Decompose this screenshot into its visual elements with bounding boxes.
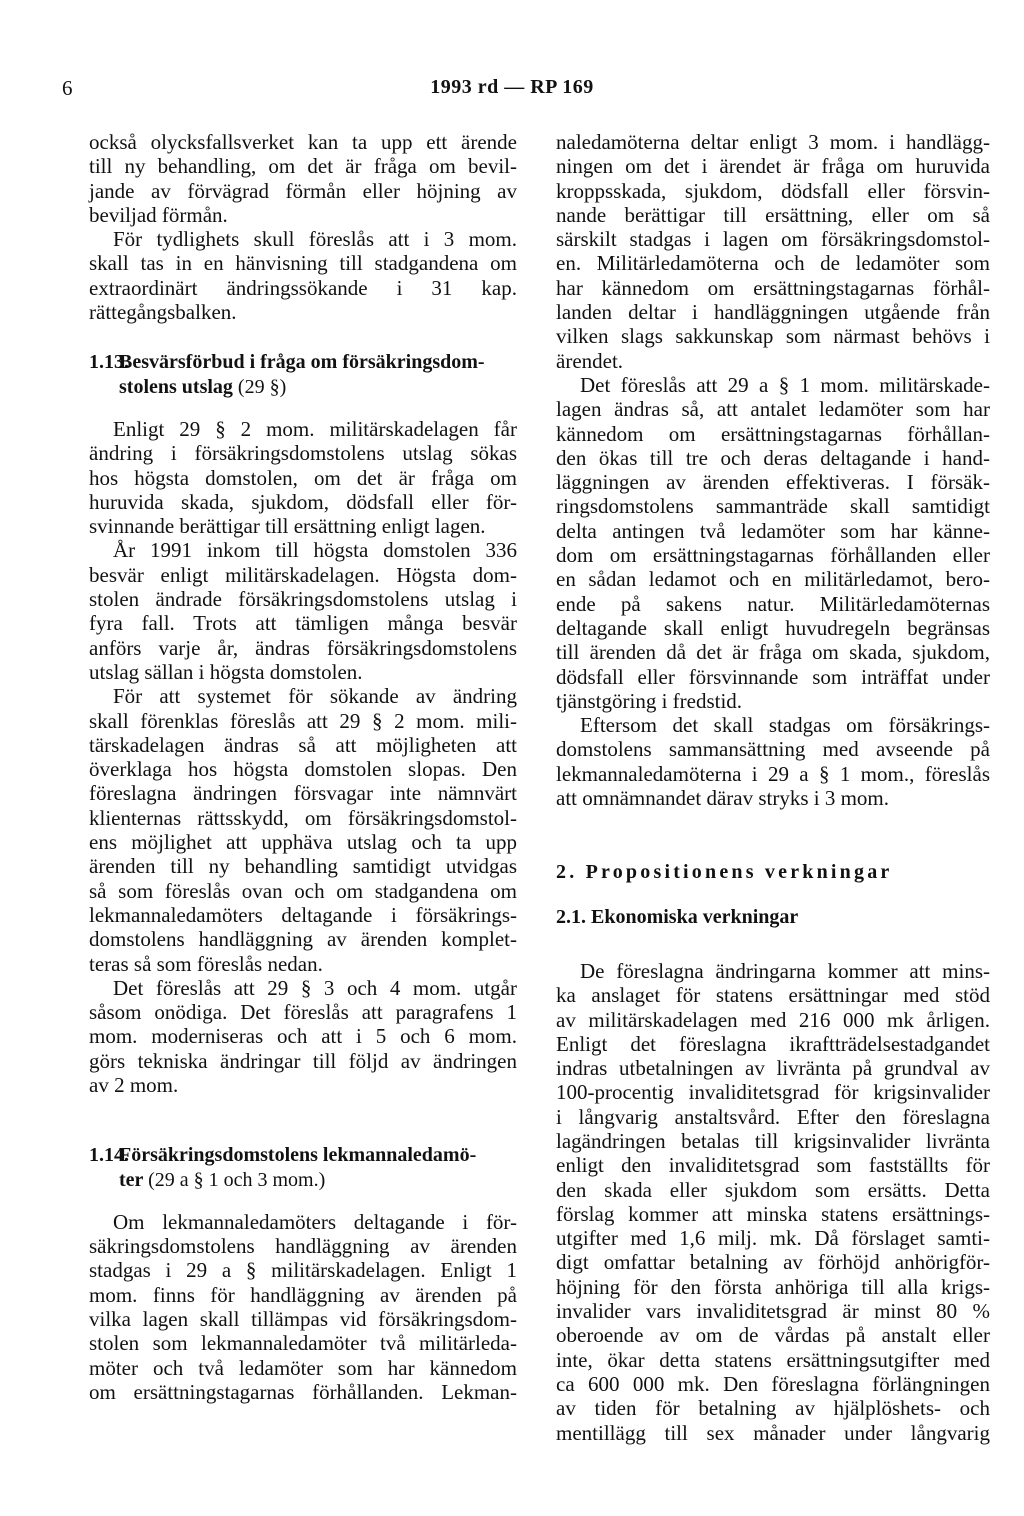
text-line: vilken slags sakkunskap som närmast behövs i — [556, 324, 990, 349]
text-line: vilka lagen skall tillämpas vid försäkringsdom- — [89, 1307, 517, 1332]
text-line: av 2 mom. — [89, 1072, 179, 1097]
text-line: Enligt det föreslagna ikraftträdelsestadgandet — [556, 1031, 990, 1056]
text-line: mom. moderniseras och att i 5 och 6 mom. — [89, 1024, 517, 1049]
text-line: År 1991 inkom till högsta domstolen 336 — [113, 538, 517, 563]
text-line: till ny behandling, om det är fråga om bevil- — [89, 154, 517, 179]
text-line: enligt den invaliditetsgrad som fastställts för — [556, 1153, 990, 1178]
text-line: att omnämnandet därav stryks i 3 mom. — [556, 786, 890, 811]
text-line: stolen som lekmannaledamöter två militärleda- — [89, 1331, 517, 1356]
section-heading-1-13 — [89, 350, 517, 399]
text-line: tjänstgöring i fredstid. — [556, 688, 743, 713]
text-line: ende på sakens natur. Militärledamöternas — [556, 591, 990, 616]
text-line: görs tekniska ändringar till följd av ändringen — [89, 1048, 517, 1073]
text-line: möter och två ledamöter som har kännedom — [89, 1355, 517, 1380]
paragraph — [89, 227, 517, 324]
page-header — [0, 76, 1024, 106]
text-line: deltagande skall enligt huvudregeln begränsas — [556, 615, 990, 640]
text-line: dom om ersättningstagarnas förhållanden eller — [556, 543, 990, 568]
text-line: anförs varje år, ändras försäkringsdomstolens — [89, 635, 517, 660]
text-line: föreslagna ändringen försvagar inte nämnvärt — [89, 781, 517, 806]
paragraph — [556, 713, 990, 810]
text-line: De föreslagna ändringarna kommer att mins- — [580, 958, 990, 983]
left-column — [89, 130, 517, 1404]
text-line: ca 600 000 mk. Den föreslagna förlängningen — [556, 1371, 990, 1396]
paragraph — [89, 1210, 517, 1404]
text-line: av tiden för betalning av hjälplöshets- och — [556, 1396, 990, 1421]
text-line: För att systemet för sökande av ändring — [113, 684, 517, 709]
text-line: av militärskadelagen med 216 000 mk årligen. — [556, 1007, 990, 1032]
text-line: överklaga hos högsta domstolen slopas. Den — [89, 757, 517, 782]
text-line: lagen ändras så, att antalet ledamöter som har — [556, 397, 990, 422]
text-line: utgifter med 1,6 milj. mk. Då förslaget samti- — [556, 1226, 990, 1251]
paragraph — [556, 373, 990, 713]
text-line: stolen ändrade försäkringsdomstolens utslag i — [89, 587, 517, 612]
heading-number: 1.14. — [89, 1144, 129, 1167]
text-line: ringsdomstolens sammanträde skall samtidigt — [556, 494, 990, 519]
text-line: om ersättningstagarnas förhållanden. Lekman- — [89, 1379, 517, 1404]
text-line: tärskadelagen ändras så att möjligheten att — [89, 732, 517, 757]
text-line: hos högsta domstolen, om det är fråga om — [89, 465, 517, 490]
text-line: lagändringen betalas till krigsinvalider livränta — [556, 1128, 990, 1153]
text-line: kroppsskada, sjukdom, dödsfall eller försvin- — [556, 178, 990, 203]
text-line: utslag sällan i högsta domstolen. — [89, 659, 363, 684]
heading-text: stolens utslag — [119, 375, 233, 398]
text-line: stadgas i 29 a § militärskadelagen. Enligt 1 — [89, 1258, 517, 1283]
text-line: domstolens sammansättning med avseende på — [556, 737, 990, 762]
text-line: har kännedom om ersättningstagarnas förhål- — [556, 275, 990, 300]
heading-text: Försäkringsdomstolens lekmannaledamö- — [119, 1144, 477, 1167]
paragraph — [89, 976, 517, 1097]
text-line: kännedom om ersättningstagarnas förhållan- — [556, 421, 990, 446]
text-line: en sådan ledamot och en militärledamot, bero- — [556, 567, 990, 592]
text-line: skall tas in en hänvisning till stadgandena om — [89, 251, 517, 276]
text-line: Det föreslås att 29 § 3 och 4 mom. utgår — [113, 975, 517, 1000]
text-line: digt omfattar betalning av förhöjd anhörigför- — [556, 1250, 990, 1275]
text-line: en. Militärledamöterna och de ledamöter som — [556, 251, 990, 276]
text-line: nande berättigar till ersättning, eller om så — [556, 202, 990, 227]
text-line: huruvida skada, sjukdom, dödsfall eller för- — [89, 489, 517, 514]
paragraph — [89, 538, 517, 684]
paragraph — [89, 417, 517, 538]
section-heading-2-1: 2.1. Ekonomiska verkningar — [556, 905, 799, 928]
text-line: ändring i försäkringsdomstolens utslag sökas — [89, 441, 517, 466]
text-line: För tydlighets skull föreslås att i 3 mom. — [113, 227, 517, 252]
text-line: besvär enligt militärskadelagen. Högsta dom- — [89, 562, 517, 587]
text-line: läggningen av ärenden effektiveras. I försäk- — [556, 470, 990, 495]
text-line: inte, ökar detta statens ersättningsutgifter med — [556, 1347, 990, 1372]
text-line: beviljad förmån. — [89, 202, 228, 227]
text-line: jande av förvägrad förmån eller höjning av — [89, 178, 517, 203]
text-line: så som föreslås ovan och om stadgandena om — [89, 878, 517, 903]
page-number: 6 — [62, 76, 73, 100]
text-line: 100-procentig invaliditetsgrad för krigsinvalider — [556, 1080, 990, 1105]
text-line: extraordinärt ändringssökande i 31 kap. — [89, 275, 517, 300]
section-heading-1-14 — [89, 1143, 517, 1192]
paragraph — [556, 959, 990, 1445]
heading-number: 1.13. — [89, 351, 129, 374]
text-line: lekmannaledamöterna i 29 a § 1 mom., föreslås — [556, 761, 990, 786]
text-line: Det föreslås att 29 a § 1 mom. militärskade- — [580, 372, 990, 397]
text-line: ens möjlighet att upphäva utslag och ta upp — [89, 830, 517, 855]
paragraph — [89, 684, 517, 976]
chapter-heading: 2. Propositionens verkningar — [556, 861, 893, 884]
heading-reference: (29 §) — [237, 375, 287, 398]
paragraph — [89, 130, 517, 227]
heading-text: ter — [119, 1168, 144, 1191]
text-line: Enligt 29 § 2 mom. militärskadelagen får — [113, 416, 517, 441]
text-line: säkringsdomstolens handläggning av ärenden — [89, 1234, 517, 1259]
text-line: i långvarig anstaltsvård. Efter den föreslagna — [556, 1104, 990, 1129]
heading-text: Besvärsförbud i fråga om försäkringsdom- — [119, 351, 485, 374]
running-head: 1993 rd — RP 169 — [430, 76, 594, 98]
text-line: Om lekmannaledamöters deltagande i för- — [113, 1209, 517, 1234]
text-line: höjning för den första anhöriga till alla krigs- — [556, 1274, 990, 1299]
text-line: ärendet. — [556, 348, 624, 373]
text-line: rättegångsbalken. — [89, 300, 237, 325]
text-line: indras utbetalningen av livränta på grundval av — [556, 1056, 990, 1081]
text-line: förslag kommer att minska statens ersättnings- — [556, 1201, 990, 1226]
text-line: teras så som föreslås nedan. — [89, 951, 323, 976]
text-line: skall förenklas föreslås att 29 § 2 mom. mili- — [89, 708, 517, 733]
text-line: ningen om det i ärendet är fråga om huruvida — [556, 154, 990, 179]
text-line: domstolens handläggning av ärenden komplet- — [89, 927, 517, 952]
paragraph — [556, 130, 990, 373]
text-line: till ärenden då det är fråga om skada, sjukdom, — [556, 640, 990, 665]
text-line: oberoende av om de vårdas på anstalt eller — [556, 1323, 990, 1348]
text-line: särskilt stadgas i lagen om försäkringsdomstol- — [556, 227, 990, 252]
text-line: delta antingen två ledamöter som har känne- — [556, 518, 990, 543]
text-line: ärenden till ny behandling samtidigt utvidgas — [89, 854, 517, 879]
text-line: också olycksfallsverket kan ta upp ett ärende — [89, 130, 517, 154]
text-line: den ökas till tre och deras deltagande i hand- — [556, 445, 990, 470]
text-line: svinnande berättigar till ersättning enligt lagen. — [89, 514, 486, 539]
text-line: klienternas rättsskydd, om försäkringsdomstol- — [89, 805, 517, 830]
text-line: mom. finns för handläggning av ärenden på — [89, 1282, 517, 1307]
right-column — [556, 130, 990, 1445]
text-line: dödsfall eller försvinnande som inträffat under — [556, 664, 990, 689]
text-line: den skada eller sjukdom som ersätts. Detta — [556, 1177, 990, 1202]
text-line: naledamöterna deltar enligt 3 mom. i handlägg- — [556, 130, 990, 154]
text-line: mentillägg till sex månader under långvarig — [556, 1420, 990, 1445]
text-line: såsom onödiga. Det föreslås att paragrafens 1 — [89, 1000, 517, 1025]
text-line: invalider vars invaliditetsgrad är minst 80 % — [556, 1299, 990, 1324]
heading-reference: (29 a § 1 och 3 mom.) — [148, 1168, 326, 1191]
text-line: ka anslaget för statens ersättningar med stöd — [556, 983, 990, 1008]
text-line: landen deltar i handläggningen utgående från — [556, 300, 990, 325]
text-line: lekmannaledamöters deltagande i försäkrings- — [89, 902, 517, 927]
text-line: fyra fall. Trots att tämligen många besvär — [89, 611, 517, 636]
text-line: Eftersom det skall stadgas om försäkrings- — [580, 713, 990, 738]
